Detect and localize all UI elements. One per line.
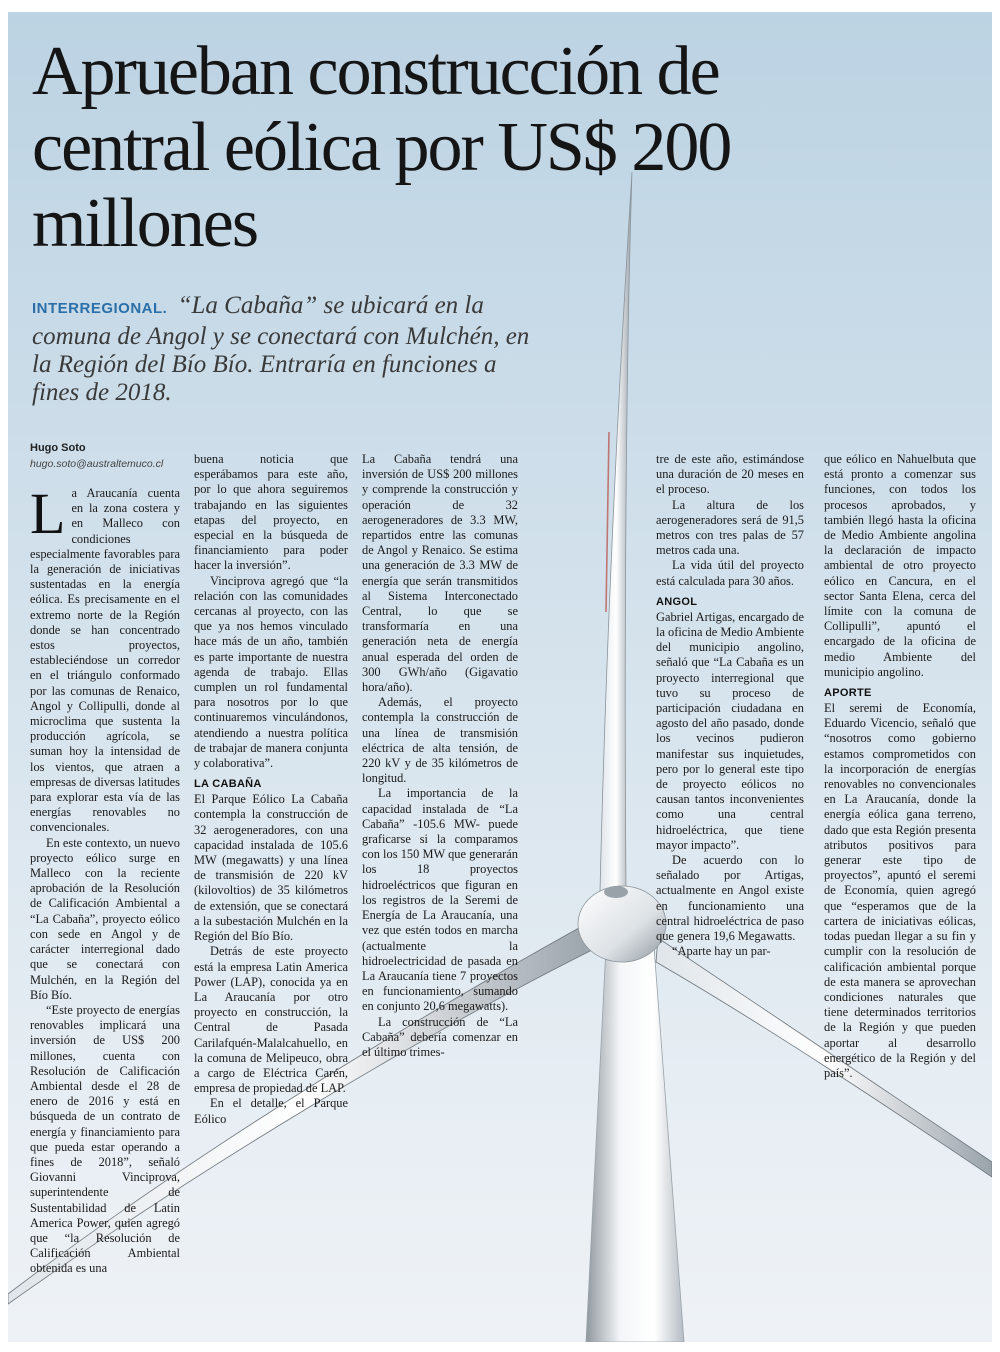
newspaper-page — [8, 12, 992, 1342]
paragraph: tre de este año, estimándose una duración de 20 meses en el proceso. — [656, 452, 804, 497]
paragraph: La altura de los aerogeneradores será de 91,5 metros con tres palas de 57 metros cada una. — [656, 497, 804, 558]
paragraph: Detrás de este proyecto está la empresa Latin America Power (LAP), conocida ya en La Araucanía por otro proyecto en construcción, la Central de Pasada Carilafquén-Malalcahuello, en la comuna de Melipeuco, obra a cargo de Eléctrica Carén, empresa de propiedad de LAP. — [194, 944, 348, 1096]
deck-text: “La Cabaña” se ubicará en la comuna de Angol y se conectará con Mulchén, en la Región del Bío Bío. Entraría en funciones a fines de 2018. — [32, 292, 530, 406]
paragraph: que eólico en Nahuelbuta que está pronto a comenzar sus funciones, con todos los procesos aprobados, y también llegó hasta la oficina de Medio Ambiente angolina la declaración de impacto ambiental de otro proyecto eólico en Cancura, en el sector Santa Elena, cerca del límite con la comuna de Collipulli”, apuntó el encargado de la oficina de medio Ambiente del municipio angolino. — [824, 452, 976, 679]
column-1 — [30, 481, 180, 1277]
drop-cap: L — [30, 481, 66, 546]
headline: Aprueban construcción de central eólica por US$ 200 millones — [32, 33, 731, 262]
author-name: Hugo Soto — [30, 442, 86, 454]
paragraph: Además, el proyecto contempla la construcción de una línea de transmisión eléctrica de alta tensión, de 220 kV y de 35 kilómetros de longitud. — [362, 695, 518, 786]
paragraph: “Este proyecto de energías renovables implicará una inversión de US$ 200 millones, cuenta con Resolución de Calificación Ambiental desde el 28 de enero de 2016 y está en búsqueda de un contrato de energía y financiamiento para que pueda estar operando a fines de 2018”, señaló Giovanni Vinciprova, superintendente de Sustentabilidad de Latin America Power, quien agregó que “la Resolución de Calificación Ambiental obtenida es una — [30, 1002, 180, 1276]
paragraph: El Parque Eólico La Cabaña contempla la construcción de 32 aerogeneradores, con una capacidad instalada de 105.6 MW (megawatts) y una línea de transmisión de 220 kV (kilovoltios) de 35 kilómetros de extensión, que se conectará a la subestación Mulchén en la Región del Bío Bío. — [194, 792, 348, 944]
column-2 — [194, 452, 348, 1127]
paragraph: El seremi de Economía, Eduardo Vicencio, señaló que “nosotros como gobierno estamos comprometidos con la incorporación de energías renovables no convencionales en La Araucanía, donde la energía eólica gana terreno, dado que esta Región presenta atributos positivos para generar este tipo de proyectos”, apuntó el seremi de Economía, quien agregó que “esperamos que de la cartera de iniciativas eólicas, todas puedan llegar a su fin y cumplir con la resolución de calificación ambiental porque de esta manera se aprovechan condiciones naturales que tiene determinados territorios de la Región y que pueden aportar al desarrollo energético de la Región y del país”. — [824, 701, 976, 1080]
paragraph: En el detalle, el Parque Eólico — [194, 1096, 348, 1126]
subheading-angol: ANGOL — [656, 595, 698, 608]
paragraph: De acuerdo con lo señalado por Artigas, actualmente en Angol existe en funcionamiento una central hidroeléctrica de paso que genera 19,6 Megawatts. — [656, 853, 804, 944]
paragraph: En este contexto, un nuevo proyecto eólico surge en Malleco con la reciente aprobación de la Resolución de Calificación Ambiental a “La Cabaña”, proyecto eólico con sede en Angol y de carácter interregional dado que se conectará con Mulchén, en la Región del Bío Bío. — [30, 835, 180, 1002]
paragraph: Gabriel Artigas, encargado de la oficina de Medio Ambiente del municipio angolino, señaló que “La Cabaña es un proyecto interregional que tuvo su proceso de participación ciudadana en agosto del año pasado, donde los vecinos pudieron manifestar sus inquietudes, pero por lo general este tipo de proyecto eólicos no causan tantos inconvenientes como una central hidroeléctrica, que tiene mayor impacto”. — [656, 609, 804, 852]
column-4 — [656, 452, 804, 960]
paragraph: Vinciprova agregó que “la relación con las comunidades cercanas al proyecto, con las que ya nos hemos vinculado hace más de un año, también es parte importante de nuestra agenda de trabajo. Ellas cumplen un rol fundamental para nosotros por lo que continuaremos vinculándonos, atendiendo a nuestra política de trabajar de manera conjunta y colaborativa”. — [194, 573, 348, 771]
paragraph: buena noticia que esperábamos para este año, por lo que ahora seguiremos trabajando en las siguientes etapas del proyecto, en especial en la búsqueda de financiamiento para poder hacer la inversión”. — [194, 452, 348, 573]
paragraph: La importancia de la capacidad instalada de “La Cabaña” -105.6 MW- puede graficarse si la comparamos con los 150 MW que generarán los 18 proyectos hidroeléctricos que figuran en los registros de la Seremi de Energía de La Araucanía, una vez que estén todos en marcha (actualmente la hidroelectricidad de pasada en La Araucanía tiene 7 proyectos en funcionamiento, sumando en conjunto 20,6 megawatts). — [362, 786, 518, 1014]
paragraph: La Araucanía cuenta en la zona costera y en Malleco con condiciones especialmente favorables para la generación de iniciativas sustentadas en la energía eólica. Es precisamente en el extremo norte de la Región donde se han concentrado estos proyectos, estableciéndose un corredor en el triángulo conformado por las comunas de Renaico, Angol y Collipulli, donde al microclima que sustenta la producción agrícola, se suman hoy la intensidad de los vientos, que atraen a empresas de diversas latitudes para explorar esta vía de las energías renovables no convencionales. — [30, 481, 180, 835]
paragraph: “Aparte hay un par- — [672, 944, 771, 959]
column-5 — [824, 452, 976, 1081]
paragraph: La vida útil del proyecto está calculada para 30 años. — [656, 558, 804, 588]
paragraph: La Cabaña tendrá una inversión de US$ 200 millones y comprende la construcción y operación de 32 aerogeneradores de 3.3 MW, repartidos entre las comunas de Angol y Renaico. Se estima una generación de 3.3 MW de energía que serán transmitidos al Sistema Interconectado Central, lo que se transformaría en una generación neta de energía anual esperada del orden de 300 GWh/año (Gigavatio hora/año). — [362, 452, 518, 695]
deck — [32, 292, 532, 407]
author-email[interactable]: hugo.soto@australtemuco.cl — [30, 458, 164, 470]
subheading-aporte: APORTE — [824, 687, 872, 700]
paragraph: La construcción de “La Cabaña” debería comenzar en el último trimes- — [362, 1014, 518, 1059]
byline — [30, 442, 163, 470]
subheading-la-cabana: LA CABAÑA — [194, 778, 262, 791]
section-tag: INTERREGIONAL. — [32, 300, 168, 317]
column-3 — [362, 452, 518, 1060]
